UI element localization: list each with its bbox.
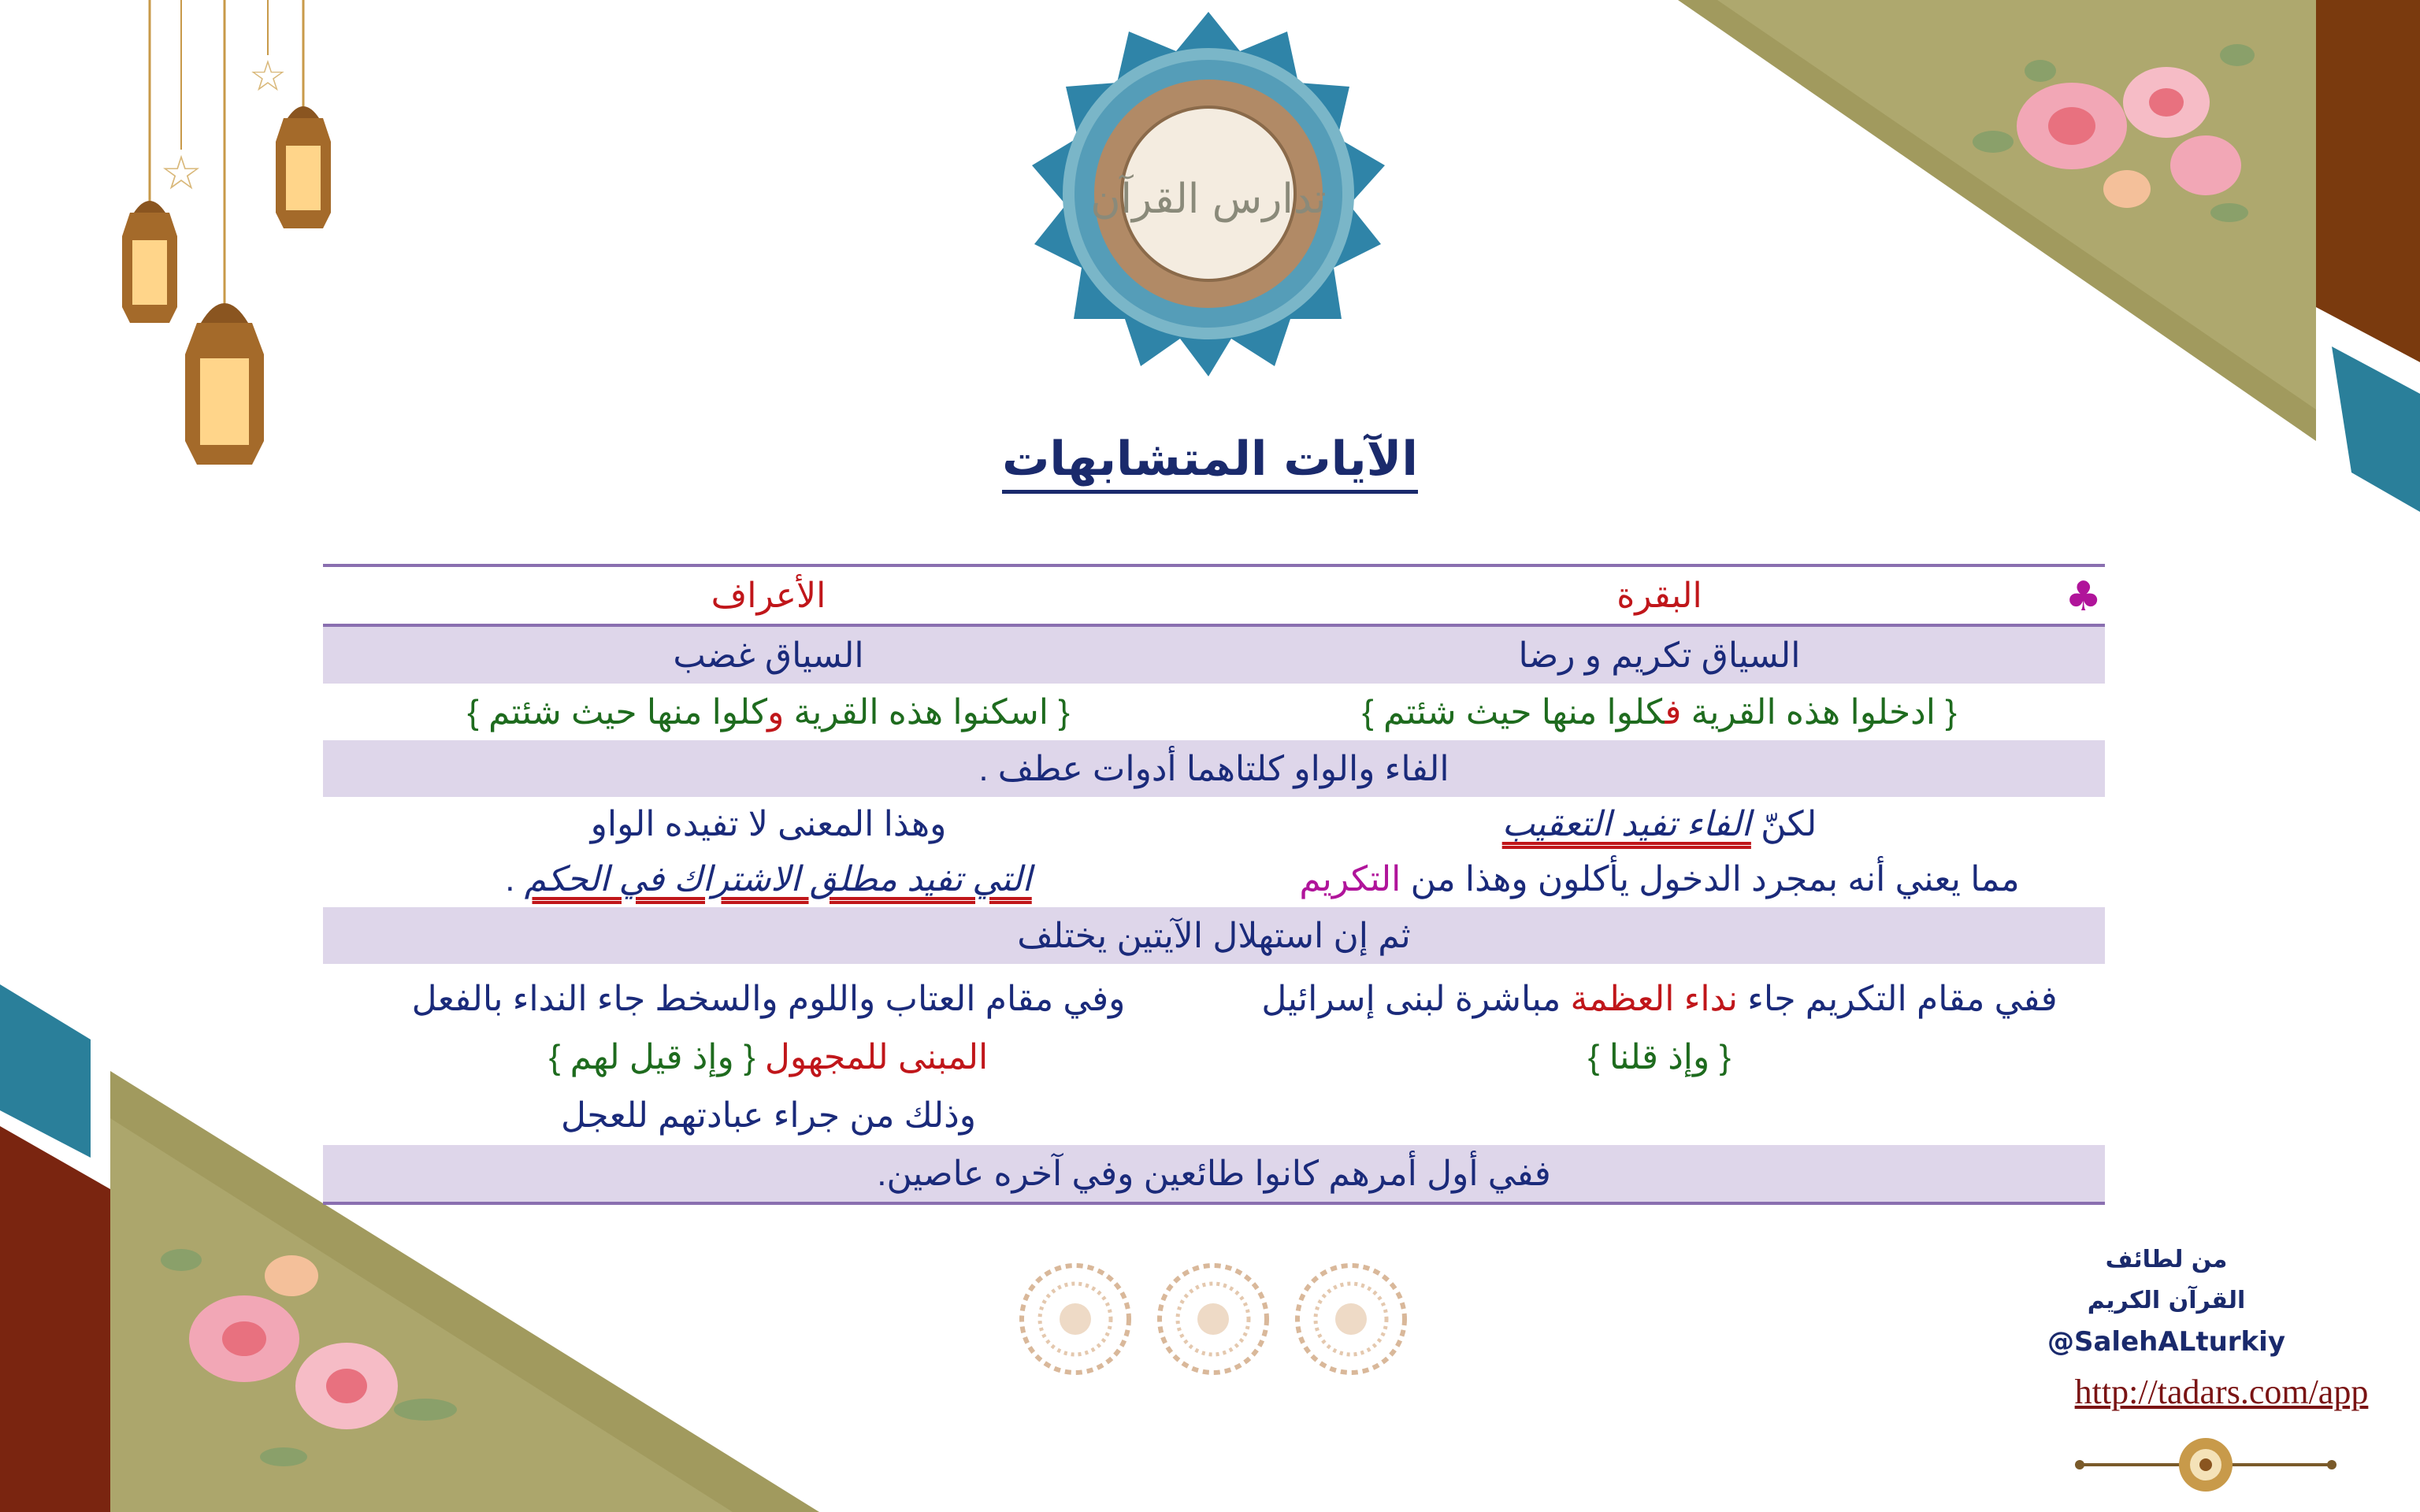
tadars-app-link[interactable]: http://tadars.com/app	[2074, 1373, 2369, 1411]
svg-text:☆: ☆	[160, 146, 202, 201]
table-row	[323, 797, 2105, 907]
lanterns-decoration	[102, 0, 354, 488]
lantern-small-2	[276, 106, 331, 228]
comparison-table	[323, 564, 2105, 1205]
teal-band-top	[2332, 346, 2420, 512]
verse-baqarah: { ادخلوا هذه القرية فكلوا منها حيث شئتم }	[1362, 692, 1957, 732]
table-row	[323, 740, 2105, 797]
verse-araf: { اسكنوا هذه القرية وكلوا منها حيث شئتم }	[467, 692, 1070, 732]
call-baqarah: ففي مقام التكريم جاء نداء العظمة مباشرة لبنى إسرائيل { وإذ قلنا }	[1261, 980, 2058, 1077]
brown-band-bottom	[0, 1126, 110, 1512]
club-suit-icon: ♣	[2065, 573, 2102, 621]
svg-text:☆: ☆	[248, 51, 288, 101]
flowers-top-right	[1946, 8, 2277, 244]
credit-block	[2017, 1240, 2316, 1362]
teal-band-bottom	[0, 984, 91, 1158]
call-araf: وفي مقام العتاب واللوم والسخط جاء النداء بالفعل المبنى للمجهول { وإذ قيل لهم } وذلك من جراء عبادتهم للعجل	[411, 980, 1126, 1135]
brown-band-top	[2316, 0, 2420, 362]
rosette-icon	[1160, 1266, 1267, 1373]
rosette-icon	[1297, 1266, 1405, 1373]
table-row	[323, 964, 2105, 1145]
tadars-logo	[1023, 8, 1394, 378]
context-araf: السياق غضب	[323, 625, 1214, 684]
twitter-handle: @SalehALturkiy	[2047, 1326, 2285, 1358]
lantern-small-1	[122, 201, 177, 323]
conclusion: ففي أول أمرهم كانوا طائعين وفي آخره عاصين.	[323, 1145, 2105, 1203]
logo-text: تدارس القرآن	[1090, 176, 1327, 223]
context-baqarah: السياق تكريم و رضا	[1214, 625, 2105, 684]
ornament-divider-icon	[2072, 1433, 2340, 1496]
table-row	[323, 625, 2105, 684]
lantern-large	[185, 303, 264, 465]
header-araf: الأعراف	[323, 565, 1214, 625]
note-baqarah: لكنّ الفاء تفيد التعقيب مما يعني أنه بمجرد الدخول يأكلون وهذا من التكريم	[1299, 805, 2020, 899]
table-row	[323, 1145, 2105, 1203]
conjunctions-note: الفاء والواو كلتاهما أدوات عطف .	[323, 740, 2105, 797]
page-title-text: الآيات المتشابهات	[1002, 432, 1418, 494]
credit-line-1: من لطائف	[2105, 1246, 2228, 1273]
table-header-row	[323, 565, 2105, 625]
rosettes-decoration	[1016, 1260, 1410, 1378]
opening-note: ثم إن استهلال الآيتين يختلف	[323, 907, 2105, 964]
note-araf: وهذا المعنى لا تفيده الواو التي تفيد مطلق الاشتراك في الحكم .	[505, 805, 1032, 899]
flowers-bottom-left	[126, 1228, 481, 1488]
credit-line-2: القرآن الكريم	[2087, 1287, 2246, 1314]
rosette-icon	[1022, 1266, 1129, 1373]
header-baqarah: البقرة	[1214, 565, 2105, 625]
table-row	[323, 684, 2105, 740]
page-title	[974, 432, 1446, 487]
table-row	[323, 907, 2105, 964]
